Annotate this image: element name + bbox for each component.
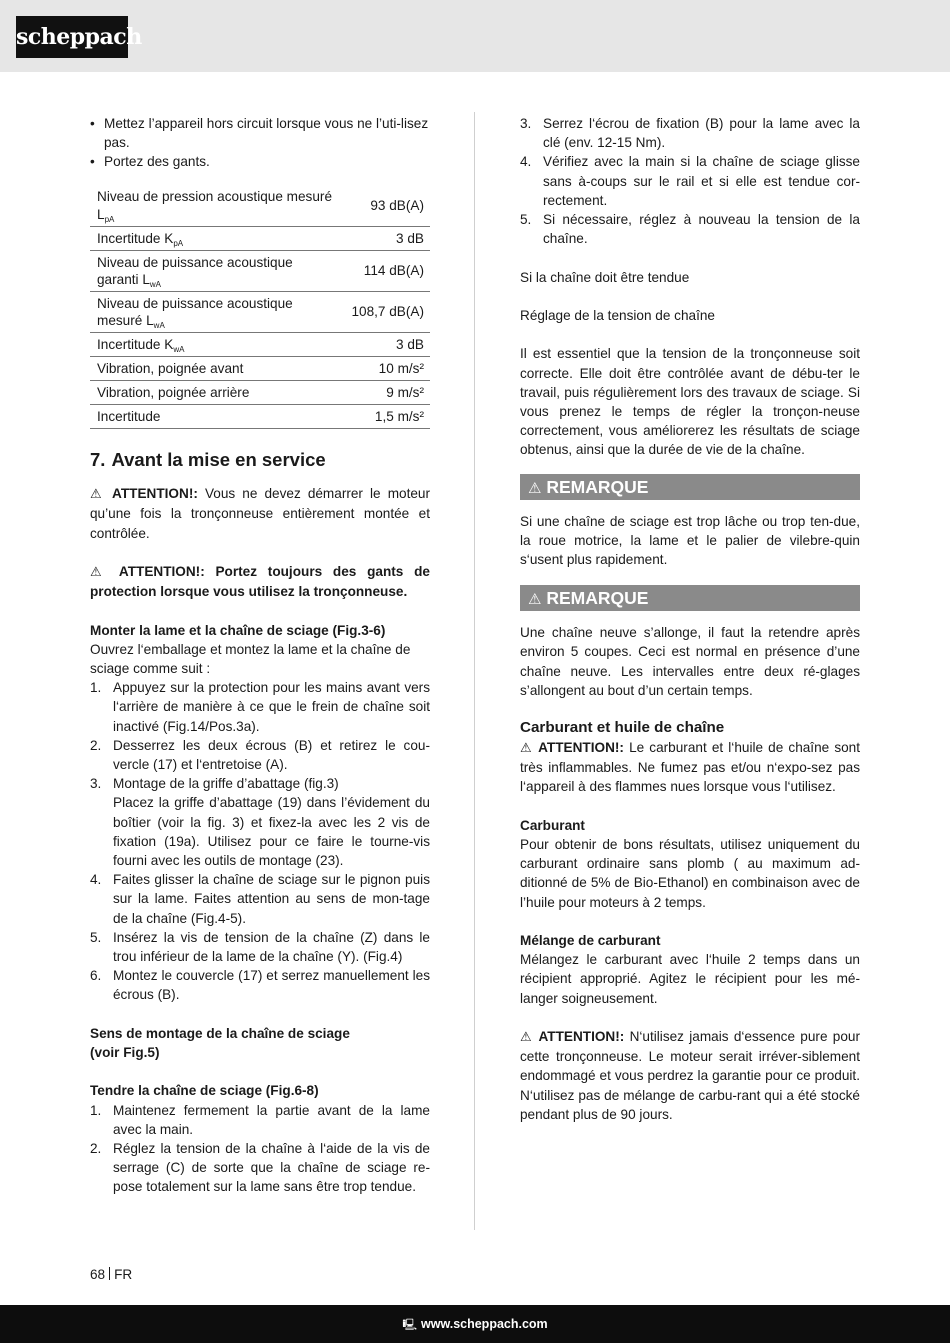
table-row — [90, 251, 430, 292]
attention-paragraph: ⚠ ATTENTION!: Vous ne devez démarrer le moteur qu’une fois la tronçonneuse entièrement montée et contrôlée. — [90, 486, 431, 541]
table-row — [90, 186, 430, 227]
warning-icon: ⚠ — [528, 478, 542, 497]
list-item: Placez la griffe d’abattage (19) dans l’évidement du boîtier (voir la fig. 3) et fixez-la avec les 2 vis de fixation (19a). Utilisez pour ce faire le tourne-vis fourni avec les outils de montage (23). — [113, 795, 430, 868]
attention-paragraph: ⚠ ATTENTION!: N‘utilisez jamais d‘essence pure pour cette tronçonneuse. Le moteur serait irréver-siblement endommagé et vous perdrez la garantie pour ce produit. N‘utilisez pas de mélange de carbu-rant qui a été stocké pendant plus de 90 jours. — [520, 1029, 861, 1122]
table-row — [90, 357, 430, 381]
warning-icon: ⚠ — [520, 1030, 534, 1046]
table-value: 10 m/s² — [378, 360, 424, 376]
list-item: 2. Réglez la tension de la chaîne à l‘aide de la vis de serrage (C) de sorte que la chaîne de sciage re-pose totalement sur la lame sans être trop tendue. — [90, 1140, 430, 1195]
subheading: Carburant — [520, 817, 585, 833]
list-item: 4. Faites glisser la chaîne de sciage sur le pignon puis sur la lame. Faites attention au sens de mon-tage de la chaîne (Fig.4-5). — [90, 872, 430, 926]
table-value: 108,7 dB(A) — [351, 304, 424, 320]
section-number: 7. — [90, 449, 106, 471]
table-label: Niveau de pression acoustique mesuré $L_{pA}$ — [97, 189, 333, 224]
subheading: Sens de montage de la chaîne de sciage — [90, 1025, 350, 1041]
remarque-label: REMARQUE — [546, 476, 649, 497]
warning-icon: ⚠ — [90, 564, 109, 580]
table-value: 1,5 m/s² — [374, 408, 424, 424]
header-band — [0, 0, 950, 72]
list-item: 5. Insérez la vis de tension de la chaîne (Z) dans le trou inférieur de la lame de la chaîne (Y). (Fig.4) — [90, 929, 430, 964]
bullet-item: • Portez des gants. — [90, 152, 430, 171]
subheading: Monter la lame et la chaîne de sciage (Fig.3-6) — [90, 622, 386, 638]
table-row — [90, 333, 430, 357]
subheading: Tendre la chaîne de sciage (Fig.6-8) — [90, 1083, 319, 1099]
table-row — [90, 292, 430, 333]
computer-icon: 🖳 — [402, 1318, 418, 1331]
table-label: Vibration, poignée avant — [97, 360, 244, 376]
paragraph: Réglage de la tension de chaîne — [520, 308, 715, 323]
scheppach-logo — [16, 16, 142, 58]
paragraph: Ouvrez l‘emballage et montez la lame et la chaîne de sciage comme suit : — [90, 641, 411, 676]
table-label: Vibration, poignée arrière — [97, 384, 250, 400]
table-label: Incertitude — [97, 408, 161, 424]
section-heading — [90, 449, 430, 471]
attention-label: ATTENTION!: — [538, 1029, 625, 1045]
paragraph: Pour obtenir de bons résultats, utilisez uniquement du carburant ordinaire sans plomb ( au maximum ad-ditionné de 5% de Bio-Ethanol) en combinaison avec de l’huile pour moteurs à 2 temps. — [520, 837, 860, 910]
paragraph: Il est essentiel que la tension de la tronçonneuse soit correcte. Elle doit être contrôlée avant de débu-ter le travail, puis régulièrement lors des travaux de sciage. Si vous prenez le temps de régler la tronçon-neuse correctement, vous améliorerez les résultats de sciage obtenus, ainsi que la durée de vie de la chaîne. — [520, 346, 860, 458]
subheading: (voir Fig.5) — [90, 1044, 160, 1060]
list-item: 5. Si nécessaire, réglez à nouveau la tension de la chaîne. — [520, 212, 860, 247]
section-title: Avant la mise en service — [111, 449, 326, 471]
list-item: 6. Montez le couvercle (17) et serrez manuellement les écrous (B). — [90, 968, 430, 1003]
table-row — [90, 405, 430, 429]
remarque-banner — [520, 474, 860, 500]
subsection-heading: Carburant et huile de chaîne — [520, 719, 725, 737]
page-number: 68 FR — [90, 1267, 133, 1282]
attention-label: ATTENTION!: — [118, 563, 205, 579]
table-value: 3 dB — [396, 230, 424, 246]
paragraph: Mélangez le carburant avec l‘huile 2 temps dans un récipient approprié. Agitez le récipient pour les mé-langer soigneusement. — [520, 952, 860, 1006]
table-label: Incertitude $K_{pA}$ — [97, 230, 184, 248]
footer-bar — [0, 1305, 950, 1343]
table-row — [90, 381, 430, 405]
list-item: 2. Desserrez les deux écrous (B) et retirez le cou-vercle (17) et l‘entretoise (A). — [90, 737, 430, 772]
attention-label: ATTENTION!: — [538, 740, 624, 756]
paragraph: Si la chaîne doit être tendue — [520, 269, 690, 285]
footer-url: www.scheppach.com — [421, 1317, 548, 1331]
list-item: 3. Montage de la griffe d’abattage (fig.3) — [90, 776, 339, 792]
paragraph: Si une chaîne de sciage est trop lâche ou trop ten-due, la roue motrice, la lame et le palier de vilebre-quin s‘usent plus rapidement. — [520, 513, 860, 568]
table-value: 3 dB — [396, 336, 424, 352]
table-label: Niveau de puissance acoustique mesuré $L_{wA}$ — [97, 295, 293, 331]
list-item: 4. Vérifiez avec la main si la chaîne de sciage glisse sans à-coups sur le rail et si elle est tendue cor-rectement. — [520, 154, 860, 208]
bullet-item: • Mettez l’appareil hors circuit lorsque vous ne l’uti-lisez pas. — [90, 114, 430, 152]
table-row — [90, 227, 430, 251]
table-label: Niveau de puissance acoustique garanti $L_{wA}$ — [97, 254, 293, 290]
column-divider — [474, 112, 475, 1230]
paragraph: Une chaîne neuve s’allonge, il faut la retendre après environ 5 coupes. Ceci est normal en présence d’une chaîne neuve. Les intervalles entre deux ré-glages s’allongent au bout d’un certain temps. — [520, 625, 860, 698]
subheading: Mélange de carburant — [520, 933, 661, 949]
specification-table — [90, 186, 430, 430]
left-column — [90, 114, 430, 1197]
warning-icon: ⚠ — [520, 741, 533, 757]
logo-text: scheppach — [16, 24, 142, 50]
language-code: FR — [114, 1267, 133, 1282]
table-value: 9 m/s² — [386, 384, 424, 400]
warning-icon: ⚠ — [90, 487, 105, 503]
remarque-banner — [520, 585, 860, 611]
warning-icon: ⚠ — [528, 590, 542, 609]
table-value: 114 dB(A) — [363, 263, 424, 279]
list-item: 1. Maintenez fermement la partie avant de la lame avec la main. — [90, 1102, 430, 1137]
attention-paragraph: ⚠ ATTENTION!: Le carburant et l‘huile de chaîne sont très inflammables. Ne fumez pas et/ou n‘expo-sez pas l‘appareil à des flammes nues lorsque vous l‘utilisez. — [520, 740, 861, 795]
table-value: 93 dB(A) — [370, 198, 424, 214]
attention-paragraph: ⚠ ATTENTION!: Portez toujours des gants de protection lorsque vous utilisez la tronçonneuse. — [90, 563, 430, 600]
attention-label: ATTENTION!: — [112, 486, 198, 502]
list-item: 3. Serrez l‘écrou de fixation (B) pour la lame avec la clé (env. 12-15 Nm). — [520, 116, 860, 151]
table-label: Incertitude $K_{wA}$ — [97, 336, 185, 354]
right-column — [520, 114, 860, 1124]
remarque-label: REMARQUE — [546, 588, 649, 609]
list-item: 1. Appuyez sur la protection pour les mains avant vers l‘arrière de manière à ce que le frein de chaîne soit inactivé (Fig.14/Pos.3a). — [90, 680, 430, 734]
